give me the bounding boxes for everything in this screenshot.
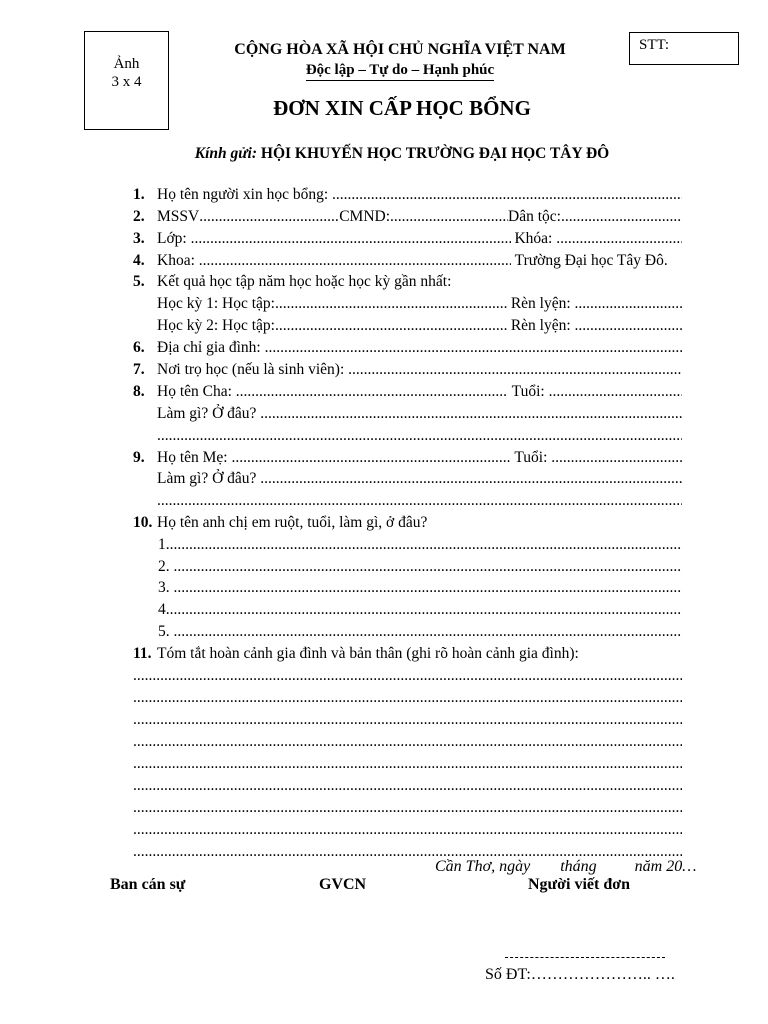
- item-number: 8.: [133, 383, 145, 400]
- field-label: Địa chỉ gia đình:: [157, 339, 261, 356]
- fill-dots[interactable]: [157, 491, 682, 511]
- sibling-number: 3.: [158, 579, 170, 596]
- field-row-mother-job-cont[interactable]: [133, 491, 682, 511]
- university-name: Trường Đại học Tây Đô.: [514, 252, 668, 269]
- field-label: Họ tên người xin học bổng:: [157, 186, 329, 203]
- recipient-name: HỘI KHUYẾN HỌC TRƯỜNG ĐẠI HỌC TÂY ĐÔ: [260, 145, 610, 162]
- photo-label: Ảnh: [113, 56, 140, 72]
- fill-dots[interactable]: [231, 448, 510, 468]
- field-label: Kết quả học tập năm học hoặc học kỳ gần nhất:: [157, 273, 452, 290]
- field-label: Rèn lyện:: [510, 317, 571, 334]
- field-row-fullname[interactable]: [133, 185, 682, 205]
- field-row-class[interactable]: [133, 229, 682, 249]
- field-label: Dân tộc:: [508, 208, 561, 225]
- fill-dots[interactable]: [236, 382, 508, 402]
- fill-dots[interactable]: [260, 404, 682, 424]
- signature-class-officer: Ban cán sự: [110, 876, 186, 893]
- fill-dots[interactable]: [575, 294, 682, 314]
- field-label: CMND:: [339, 208, 391, 225]
- circumstance-line[interactable]: [133, 666, 682, 686]
- sibling-number: 4.: [158, 601, 170, 618]
- field-row-father[interactable]: [133, 382, 682, 402]
- fill-dots[interactable]: [275, 316, 507, 336]
- stt-box[interactable]: [629, 32, 739, 65]
- circumstance-line[interactable]: [133, 732, 682, 752]
- recipient-prefix: Kính gửi:: [194, 145, 258, 162]
- field-label: Họ tên Cha:: [157, 383, 232, 400]
- sibling-row-2[interactable]: [133, 557, 682, 577]
- fill-dots[interactable]: [133, 754, 682, 774]
- circumstance-line[interactable]: [133, 710, 682, 730]
- sibling-number: 2.: [158, 558, 170, 575]
- fill-dots[interactable]: [174, 622, 683, 642]
- sibling-row-3[interactable]: [133, 578, 682, 598]
- stt-label: STT:: [639, 37, 670, 53]
- fill-dots[interactable]: [170, 535, 682, 555]
- fill-dots[interactable]: [575, 316, 682, 336]
- item-number: 2.: [133, 208, 145, 225]
- field-label: Họ tên anh chị em ruột, tuổi, làm gì, ở đâu?: [157, 514, 428, 531]
- fill-dots[interactable]: [556, 229, 682, 249]
- fill-dots[interactable]: [133, 732, 682, 752]
- fill-dots[interactable]: [133, 666, 682, 686]
- fill-dots[interactable]: [549, 382, 682, 402]
- fill-dots[interactable]: [390, 207, 508, 227]
- item-number: 4.: [133, 252, 145, 269]
- field-row-lodging[interactable]: [133, 360, 682, 380]
- sibling-number: 1.: [158, 536, 170, 553]
- field-label: Học kỳ 2: Học tập:: [157, 317, 275, 334]
- field-label: Khoa:: [157, 252, 195, 269]
- field-row-home-address[interactable]: [133, 338, 682, 358]
- item-number: 10.: [133, 514, 153, 531]
- item-number: 7.: [133, 361, 145, 378]
- field-label: MSSV: [157, 208, 200, 225]
- fill-dots[interactable]: [133, 820, 682, 840]
- fill-dots[interactable]: [561, 207, 682, 227]
- field-label: Tuổi:: [511, 383, 545, 400]
- sibling-row-5[interactable]: [133, 622, 682, 642]
- item-number: 11.: [133, 645, 152, 662]
- circumstance-line[interactable]: [133, 776, 682, 796]
- fill-dots[interactable]: [133, 798, 682, 818]
- fill-dots[interactable]: [275, 294, 507, 314]
- field-row-results: [133, 272, 682, 292]
- fill-dots[interactable]: [199, 251, 511, 271]
- fill-dots[interactable]: [265, 338, 682, 358]
- item-number: 1.: [133, 186, 145, 203]
- fill-dots[interactable]: [133, 688, 682, 708]
- date-place: Cần Thơ, ngày: [435, 858, 531, 875]
- field-row-siblings: [133, 513, 682, 533]
- photo-size: 3 x 4: [111, 74, 142, 90]
- sibling-row-4[interactable]: [133, 600, 682, 620]
- fill-dots[interactable]: [260, 469, 682, 489]
- fill-dots[interactable]: [551, 448, 682, 468]
- field-row-circumstances: [133, 644, 682, 664]
- fill-dots[interactable]: [199, 207, 339, 227]
- date-line: [435, 858, 696, 876]
- field-label: Tóm tắt hoàn cảnh gia đình và bản thân (ghi rõ hoàn cảnh gia đình):: [157, 645, 579, 662]
- field-row-father-job[interactable]: [133, 404, 682, 424]
- signature-line[interactable]: [505, 957, 665, 958]
- field-row-ids[interactable]: [133, 207, 682, 227]
- circumstance-line[interactable]: [133, 820, 682, 840]
- fill-dots[interactable]: [133, 710, 682, 730]
- field-label: Học kỳ 1: Học tập:: [157, 295, 275, 312]
- circumstance-line[interactable]: [133, 754, 682, 774]
- field-row-faculty[interactable]: [133, 251, 682, 271]
- circumstance-line[interactable]: [133, 688, 682, 708]
- field-label: Lớp:: [157, 230, 187, 247]
- fill-dots[interactable]: [332, 185, 682, 205]
- field-label: Nơi trọ học (nếu là sinh viên):: [157, 361, 345, 378]
- field-row-mother[interactable]: [133, 448, 682, 468]
- form-title: ĐƠN XIN CẤP HỌC BỔNG: [273, 96, 531, 120]
- item-number: 6.: [133, 339, 145, 356]
- field-label: Tuổi:: [514, 449, 548, 466]
- recipient-line: [100, 145, 704, 163]
- field-label: Khóa:: [514, 230, 553, 247]
- national-motto: Độc lập – Tự do – Hạnh phúc: [306, 62, 494, 81]
- signature-applicant: Người viết đơn: [528, 876, 630, 893]
- field-label: Họ tên Mẹ:: [157, 449, 228, 466]
- item-number: 3.: [133, 230, 145, 247]
- sibling-number: 5.: [158, 623, 170, 640]
- field-label: Làm gì? Ở đâu?: [157, 470, 257, 487]
- field-row-father-job-cont[interactable]: [133, 426, 682, 446]
- date-month: tháng: [560, 858, 597, 875]
- date-year: năm 20…: [634, 858, 697, 875]
- field-row-mother-job[interactable]: [133, 469, 682, 489]
- sibling-row-1[interactable]: [133, 535, 682, 555]
- motto-wrapper: [170, 61, 630, 81]
- nation-heading: CỘNG HÒA XÃ HỘI CHỦ NGHĨA VIỆT NAM: [234, 41, 566, 58]
- fill-dots[interactable]: [174, 557, 683, 577]
- fill-dots[interactable]: [174, 578, 683, 598]
- phone-field[interactable]: Số ĐT:………………….. ….: [485, 966, 675, 983]
- item-number: 5.: [133, 273, 145, 290]
- field-label: Làm gì? Ở đâu?: [157, 405, 257, 422]
- field-row-semester1[interactable]: [133, 294, 682, 314]
- signature-advisor: GVCN: [319, 876, 367, 893]
- circumstance-line[interactable]: [133, 798, 682, 818]
- fill-dots[interactable]: [191, 229, 511, 249]
- fill-dots[interactable]: [348, 360, 682, 380]
- field-label: Rèn lyện:: [510, 295, 571, 312]
- fill-dots[interactable]: [170, 600, 682, 620]
- fill-dots[interactable]: [157, 426, 682, 446]
- fill-dots[interactable]: [133, 776, 682, 796]
- item-number: 9.: [133, 449, 145, 466]
- field-row-semester2[interactable]: [133, 316, 682, 336]
